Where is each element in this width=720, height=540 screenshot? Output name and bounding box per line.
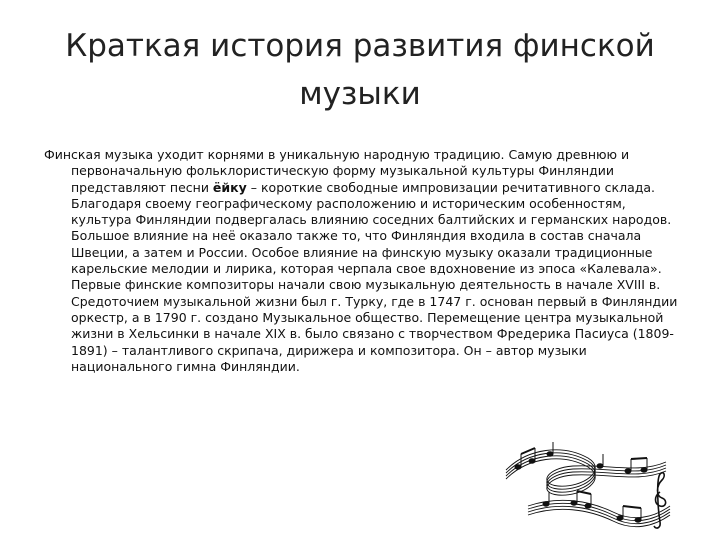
slide-body — [44, 147, 680, 375]
paragraph-influences: Благодаря своему географическому расположению и историческим особенностям, культура Финляндии подвергалась влиянию соседних балтийских и германских народов. Большое влияние на неё оказало также то, что Финляндия входила в состав сначала Швеции, а затем и России. Особое влияние на финскую музыку оказали традиционные карельские мелодии и лирика, которая черпала свое вдохновение из эпоса «Калевала». — [71, 195, 672, 277]
paragraph-1-text: Финская музыка уходит корнями в уникальную народную традицию. Самую древнюю и первоначальную фольклористическую форму музыкальной культуры Финляндии представляют песни — [44, 147, 630, 195]
paragraph-1-text-end: – короткие свободные импровизации речитативного склада. — [246, 179, 656, 195]
paragraph-folk-tradition — [44, 147, 680, 196]
music-staff-ribbon-icon — [488, 440, 678, 536]
slide-title — [40, 22, 680, 118]
title-line-2: музыки — [299, 76, 421, 112]
paragraph-1-bold-term: ёйку — [212, 179, 247, 195]
title-line-1: Краткая история развития финской — [65, 28, 655, 64]
paragraph-first-composers: Первые финские композиторы начали свою музыкальную деятельность в начале XVIII в. Средоточием музыкальной жизни был г. Турку, где в 1747 г. основан первый в Финляндии оркестр, а в 1790 г. создано Музыкальное общество. Перемещение центра музыкальной жизни в Хельсинки в начале XIX в. было связано с творчеством Фредерика Пасиуса (1809-1891) – талантливого скрипача, дирижера и композитора. Он – автор музыки национального гимна Финляндии. — [71, 277, 678, 374]
